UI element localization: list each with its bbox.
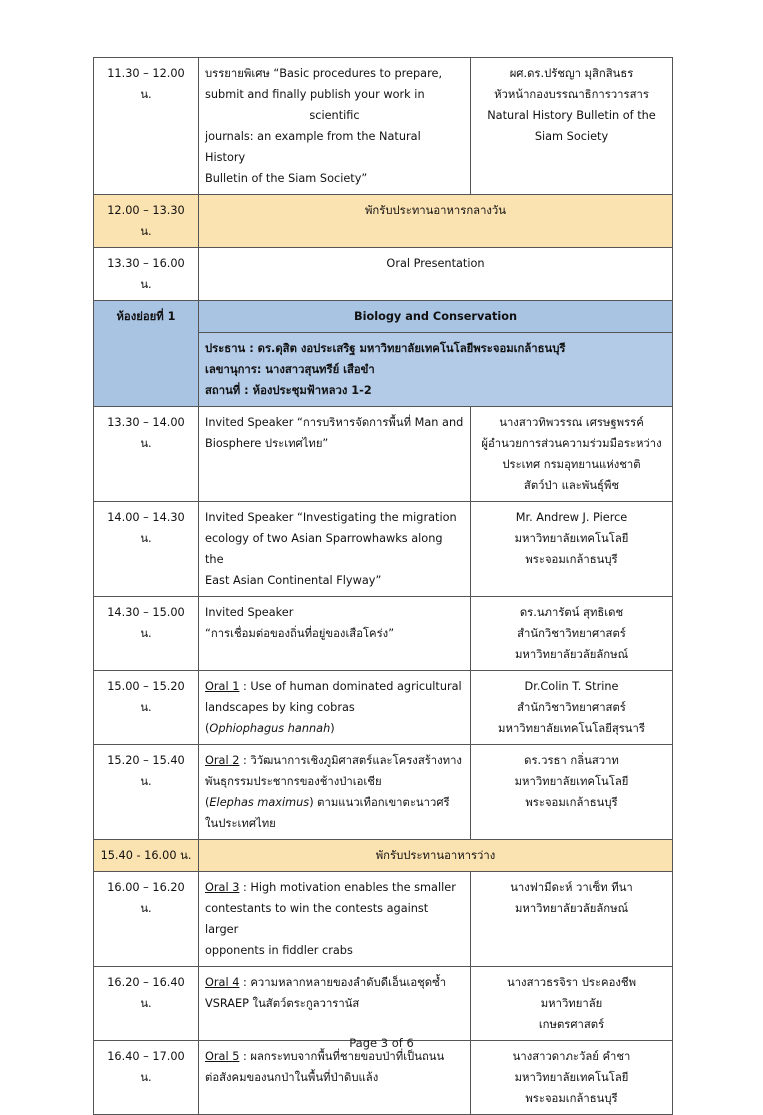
speaker-line: Natural History Bulletin of the	[487, 109, 656, 122]
time-cell: 16.20 – 16.40 น.	[94, 967, 199, 1041]
table-row	[94, 745, 673, 840]
speaker-line: มหาวิทยาลัยวลัยลักษณ์	[514, 648, 629, 661]
table-row	[94, 597, 673, 671]
desc-text: : ผลกระทบจากพื้นที่ชายขอบป่าที่เป็นถนน	[239, 1050, 445, 1063]
oral-label: Oral 5	[205, 1050, 240, 1063]
speaker-line: มหาวิทยาลัยวลัยลักษณ์	[514, 902, 629, 915]
desc-text: : ความหลากหลายของลำดับดีเอ็นเอชุดซ้ำ	[239, 976, 447, 989]
page-number: Page 3 of 6	[349, 1036, 414, 1050]
schedule-table	[93, 57, 673, 1115]
table-row	[94, 58, 673, 195]
desc-text: : Use of human dominated agricultural	[239, 680, 462, 693]
desc-line: Biosphere ประเทศไทย”	[205, 437, 329, 450]
desc-line: journals: an example from the Natural History	[205, 130, 421, 164]
speaker-line: นางสาวธรจิรา ประคองชีพ มหาวิทยาลัย	[506, 976, 637, 1010]
session-title-row	[94, 301, 673, 333]
oral-label: Oral 3	[205, 881, 240, 894]
lunch-label: พักรับประทานอาหารกลางวัน	[199, 195, 673, 248]
speaker-line: เกษตรศาสตร์	[538, 1018, 605, 1031]
desc-text: ) ตามแนวเทือกเขาตะนาวศรี	[309, 796, 450, 809]
speaker-line: ดร.วรธา กลิ่นสวาท	[524, 754, 619, 767]
description-cell	[199, 58, 471, 195]
time-cell: 11.30 – 12.00 น.	[94, 58, 199, 195]
time-cell: 15.00 – 15.20 น.	[94, 671, 199, 745]
paren: (	[205, 722, 210, 735]
desc-line: submit and finally publish your work in	[205, 88, 425, 101]
description-cell	[199, 1041, 471, 1115]
oral-label: Oral 4	[205, 976, 240, 989]
description-cell	[199, 671, 471, 745]
speaker-line: นางสาวทิพวรรณ เศรษฐพรรค์	[499, 416, 644, 429]
speaker-line: มหาวิทยาลัยเทคโนโลยี	[514, 775, 629, 788]
desc-line: “การเชื่อมต่อของถิ่นที่อยู่ของเสือโคร่ง”	[205, 627, 395, 640]
desc-line: Bulletin of the Siam Society”	[205, 172, 368, 185]
scientific-name: Ophiophagus hannah	[209, 722, 331, 735]
desc-line: ต่อสังคมของนกป่าในพื้นที่ป่าดิบแล้ง	[205, 1071, 379, 1084]
speaker-cell	[471, 671, 673, 745]
scientific-name: Elephas maximus	[209, 796, 310, 809]
table-row	[94, 407, 673, 502]
time-cell: 14.00 – 14.30 น.	[94, 502, 199, 597]
desc-line: contestants to win the contests against larger	[205, 902, 429, 936]
table-row	[94, 671, 673, 745]
speaker-cell	[471, 745, 673, 840]
speaker-line: ผศ.ดร.ปรัชญา มุสิกสินธร	[509, 67, 634, 80]
session-title: Biology and Conservation	[199, 301, 673, 333]
desc-line: Invited Speaker “Investigating the migration	[205, 511, 457, 524]
speaker-line: สัตว์ป่า และพันธุ์พืช	[523, 479, 620, 492]
desc-line: East Asian Continental Flyway”	[205, 574, 382, 587]
oral-label: Oral 2	[205, 754, 240, 767]
lunch-row	[94, 195, 673, 248]
description-cell	[199, 745, 471, 840]
speaker-cell	[471, 967, 673, 1041]
desc-line: landscapes by king cobras	[205, 701, 355, 714]
desc-line: ในประเทศไทย	[205, 817, 276, 830]
speaker-line: มหาวิทยาลัยเทคโนโลยี	[514, 532, 629, 545]
speaker-line: มหาวิทยาลัยเทคโนโลยีสุรนารี	[498, 722, 645, 735]
paren: (	[205, 796, 210, 809]
oral-presentation-label: Oral Presentation	[199, 248, 673, 301]
speaker-cell	[471, 58, 673, 195]
session-secretary: เลขานุการ: นางสาวสุนทรีย์ เสือขำ	[205, 363, 375, 376]
speaker-line: ผู้อำนวยการส่วนความร่วมมือระหว่าง	[481, 437, 662, 450]
time-cell: 13.30 – 16.00 น.	[94, 248, 199, 301]
speaker-line: หัวหน้ากองบรรณาธิการวารสาร	[494, 88, 649, 101]
speaker-line: ดร.นภารัตน์ สุทธิเดช	[519, 606, 624, 619]
desc-text: : High motivation enables the smaller	[239, 881, 456, 894]
speaker-line: นางสาวดาภะวัลย์ คำชา	[512, 1050, 631, 1063]
table-row	[94, 1041, 673, 1115]
desc-line	[205, 676, 464, 697]
speaker-cell	[471, 407, 673, 502]
speaker-line: พระจอมเกล้าธนบุรี	[525, 1092, 618, 1105]
description-cell	[199, 872, 471, 967]
speaker-line: พระจอมเกล้าธนบุรี	[525, 553, 618, 566]
session-chair: ประธาน : ดร.ดุสิต งอประเสริฐ มหาวิทยาลัยเทคโนโลยีพระจอมเกล้าธนบุรี	[205, 342, 566, 355]
desc-text: : วิวัฒนาการเชิงภูมิศาสตร์และโครงสร้างทาง	[239, 754, 462, 767]
speaker-line: พระจอมเกล้าธนบุรี	[525, 796, 618, 809]
desc-line: บรรยายพิเศษ “Basic procedures to prepare,	[205, 67, 443, 80]
desc-line: พันธุกรรมประชากรของช้างป่าเอเชีย	[205, 775, 382, 788]
desc-line: opponents in fiddler crabs	[205, 944, 353, 957]
description-cell	[199, 967, 471, 1041]
time-cell: 13.30 – 14.00 น.	[94, 407, 199, 502]
desc-line: Invited Speaker “การบริหารจัดการพื้นที่ Man and	[205, 416, 464, 429]
speaker-line: นางฟามีดะห์ วาเซ็ท ทีนา	[510, 881, 633, 894]
speaker-line: สำนักวิชาวิทยาศาสตร์	[517, 627, 626, 640]
speaker-cell	[471, 597, 673, 671]
oral-label: Oral 1	[205, 680, 240, 693]
speaker-line: Siam Society	[534, 130, 609, 143]
session-venue: สถานที่ : ห้องประชุมฟ้าหลวง 1-2	[205, 384, 372, 397]
speaker-cell	[471, 872, 673, 967]
time-cell: 14.30 – 15.00 น.	[94, 597, 199, 671]
desc-line	[205, 792, 464, 813]
speaker-cell	[471, 1041, 673, 1115]
speaker-cell	[471, 502, 673, 597]
desc-line	[205, 972, 464, 993]
desc-line: Invited Speaker	[205, 606, 294, 619]
time-cell: 15.20 – 15.40 น.	[94, 745, 199, 840]
break-label: พักรับประทานอาหารว่าง	[199, 840, 673, 872]
table-row	[94, 967, 673, 1041]
time-cell: 12.00 – 13.30 น.	[94, 195, 199, 248]
time-cell: 15.40 - 16.00 น.	[94, 840, 199, 872]
paren: )	[330, 722, 335, 735]
description-cell	[199, 407, 471, 502]
desc-line: VSRAEP ในสัตว์ตระกูลวารานัส	[205, 997, 360, 1010]
table-row	[94, 872, 673, 967]
oral-presentation-row	[94, 248, 673, 301]
table-row	[94, 502, 673, 597]
speaker-line: Dr.Colin T. Strine	[524, 680, 619, 693]
session-info	[199, 333, 673, 407]
time-cell: 16.40 – 17.00 น.	[94, 1041, 199, 1115]
desc-line: scientific	[309, 109, 360, 122]
time-cell: 16.00 – 16.20 น.	[94, 872, 199, 967]
desc-line: ecology of two Asian Sparrowhawks along the	[205, 532, 443, 566]
speaker-line: Mr. Andrew J. Pierce	[515, 511, 628, 524]
desc-line	[205, 750, 464, 771]
speaker-line: ประเทศ กรมอุทยานแห่งชาติ	[502, 458, 641, 471]
desc-line	[205, 718, 464, 739]
description-cell	[199, 597, 471, 671]
speaker-line: มหาวิทยาลัยเทคโนโลยี	[514, 1071, 629, 1084]
break-row	[94, 840, 673, 872]
room-cell: ห้องย่อยที่ 1	[94, 301, 199, 407]
speaker-line: สำนักวิชาวิทยาศาสตร์	[517, 701, 626, 714]
description-cell	[199, 502, 471, 597]
desc-line	[205, 877, 464, 898]
